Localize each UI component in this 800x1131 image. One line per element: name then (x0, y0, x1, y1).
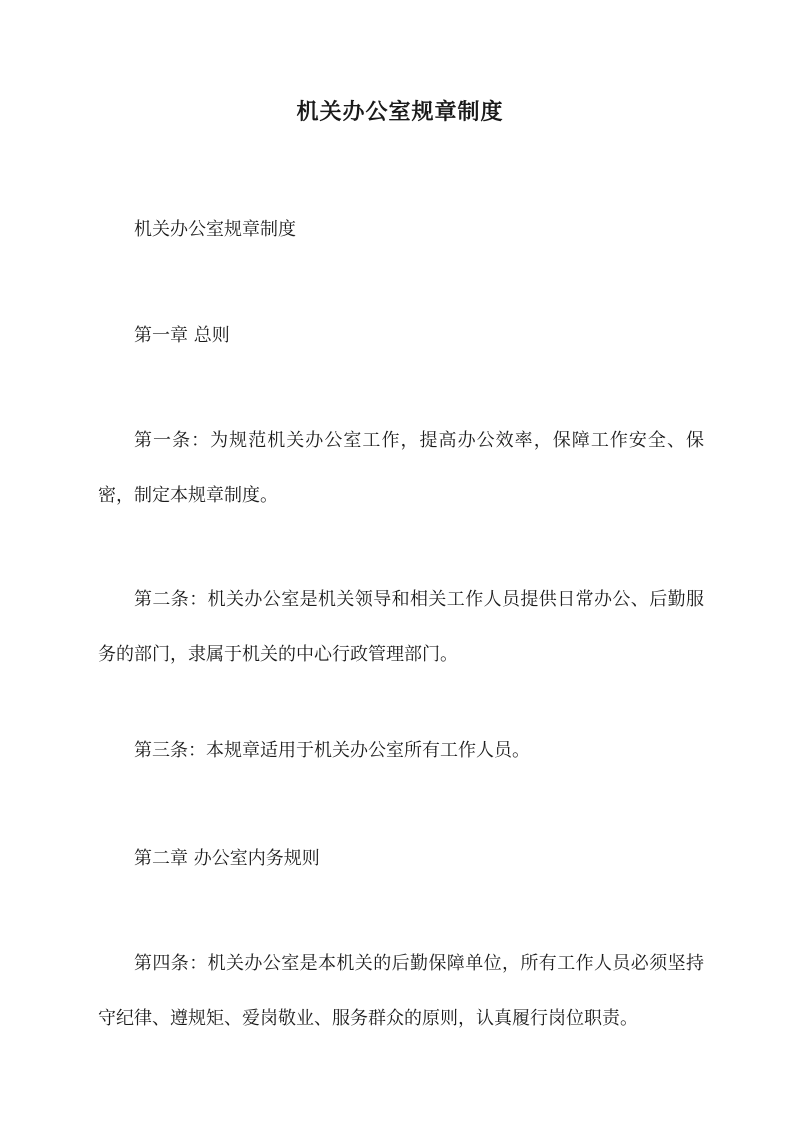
paragraph-chapter-1-heading: 第一章 总则 (134, 325, 230, 346)
paragraph-chapter-2-heading: 第二章 办公室内务规则 (134, 848, 320, 869)
paragraph-subtitle: 机关办公室规章制度 (134, 219, 296, 240)
document-title: 机关办公室规章制度 (296, 99, 504, 125)
paragraph-article-2: 第二条：机关办公室是机关领导和相关工作人员提供日常办公、后勤服务的部门，隶属于机关的中心行政管理部门。 (98, 589, 704, 665)
paragraph-article-3: 第三条：本规章适用于机关办公室所有工作人员。 (134, 740, 530, 761)
paragraph-article-1: 第一条：为规范机关办公室工作，提高办公效率，保障工作安全、保密，制定本规章制度。 (98, 430, 704, 506)
paragraph-article-4: 第四条：机关办公室是本机关的后勤保障单位，所有工作人员必须坚持守纪律、遵规矩、爱岗敬业、服务群众的原则，认真履行岗位职责。 (98, 953, 704, 1029)
